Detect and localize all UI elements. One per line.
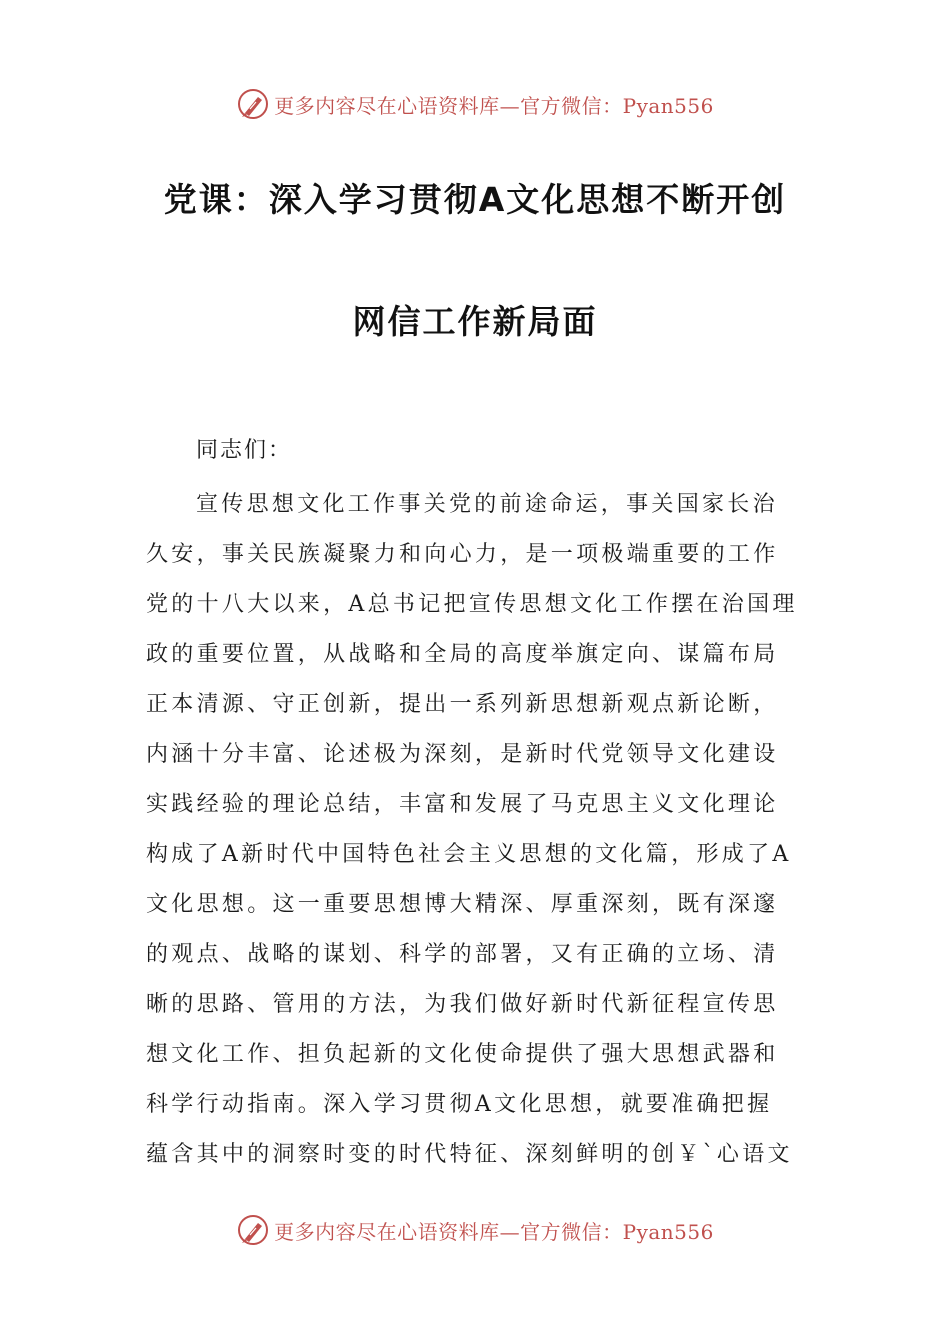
body-line: 内涵十分丰富、论述极为深刻，是新时代党领导文化建设: [146, 742, 779, 767]
body-line: 宣传思想文化工作事关党的前途命运，事关国家长治: [196, 492, 778, 517]
body-line: 文化思想。这一重要思想博大精深、厚重深刻，既有深邃: [146, 892, 779, 917]
body-line: 晰的思路、管用的方法，为我们做好新时代新征程宣传思: [146, 992, 779, 1017]
body-line: 政的重要位置，从战略和全局的高度举旗定向、谋篇布局: [146, 642, 779, 667]
body-line: 久安，事关民族凝聚力和向心力，是一项极端重要的工作: [146, 542, 779, 567]
body-paragraph: [146, 480, 810, 1180]
watermark-text: 更多内容尽在心语资料库—官方微信：Pyan556: [274, 93, 714, 118]
body-line: 实践经验的理论总结，丰富和发展了马克思主义文化理论: [146, 792, 779, 817]
document-title-line-2: 网信工作新局面: [352, 302, 598, 341]
watermark-text: 更多内容尽在心语资料库—官方微信：Pyan556: [274, 1219, 714, 1244]
salutation: 同志们：: [196, 438, 293, 463]
document-title-line-1: 党课：深入学习贯彻A文化思想不断开创: [163, 180, 787, 219]
body-line: 正本清源、守正创新，提出一系列新思想新观点新论断，: [146, 692, 779, 717]
body-line: 蕴含其中的洞察时变的时代特征、深刻鲜明的创￥`心语文: [146, 1142, 793, 1167]
body-line: 党的十八大以来，A总书记把宣传思想文化工作摆在治国理: [146, 592, 798, 617]
footer-watermark: [0, 1210, 950, 1250]
body-line: 科学行动指南。深入学习贯彻A文化思想，就要准确把握: [146, 1092, 773, 1117]
body-line: 的观点、战略的谋划、科学的部署，又有正确的立场、清: [146, 942, 779, 967]
body-line: 构成了A新时代中国特色社会主义思想的文化篇，形成了A: [146, 842, 792, 867]
pen-nib-logo-icon: [236, 87, 270, 121]
header-watermark: [0, 84, 950, 124]
pen-nib-logo-icon: [236, 1213, 270, 1247]
body-line: 想文化工作、担负起新的文化使命提供了强大思想武器和: [146, 1042, 779, 1067]
